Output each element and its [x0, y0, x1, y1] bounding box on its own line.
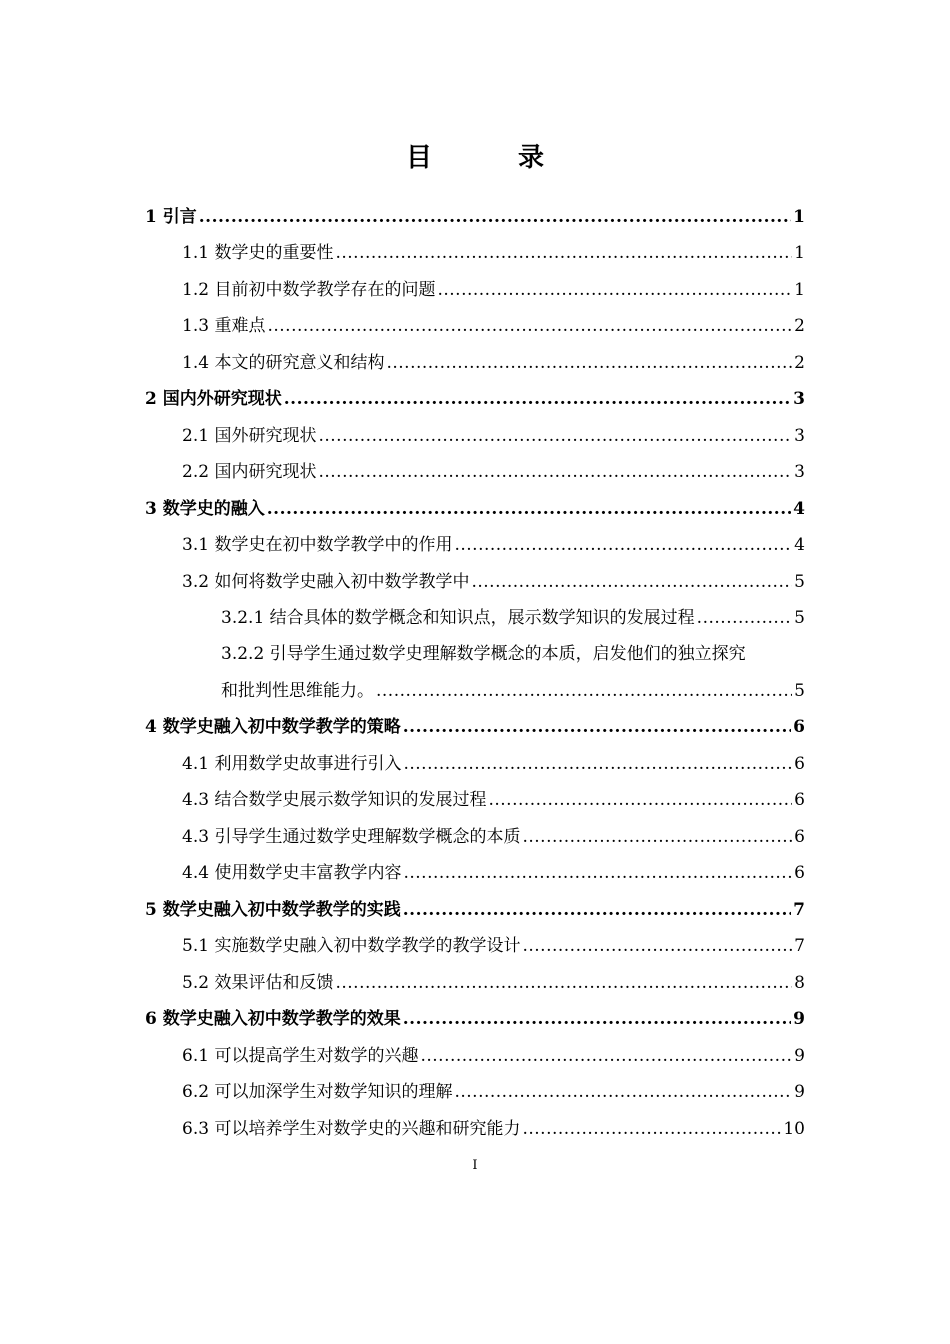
- toc-entry-page: 7: [794, 936, 805, 956]
- toc-entry-label: 6.1 可以提高学生对数学的兴趣: [182, 1046, 419, 1066]
- toc-entry-label: 4.3 引导学生通过数学史理解数学概念的本质: [182, 827, 521, 847]
- toc-entry-label: 2.1 国外研究现状: [182, 426, 317, 446]
- toc-entry[interactable]: [145, 484, 805, 520]
- toc-entry[interactable]: [182, 411, 805, 447]
- toc-entry[interactable]: [145, 192, 805, 228]
- dot-leader: [403, 1008, 791, 1030]
- toc-entry-page: 9: [794, 1082, 805, 1102]
- toc-entry[interactable]: [182, 775, 805, 811]
- dot-leader: [454, 1081, 792, 1103]
- dot-leader: [335, 242, 792, 264]
- toc-entry-page: 3: [794, 462, 805, 482]
- toc-entry-wrapped-line[interactable]: [221, 629, 805, 665]
- dot-leader: [403, 899, 791, 921]
- dot-leader: [697, 607, 793, 629]
- toc-entry-page: 6: [794, 790, 805, 810]
- toc-entry[interactable]: [182, 812, 805, 848]
- toc-entry-label: 3.2 如何将数学史融入初中数学教学中: [182, 572, 470, 592]
- dot-leader: [454, 534, 792, 556]
- toc-entry-label: 1.3 重难点: [182, 316, 266, 336]
- dot-leader: [386, 352, 792, 374]
- dot-leader: [471, 571, 792, 593]
- dot-leader: [420, 1045, 792, 1067]
- dot-leader: [522, 935, 792, 957]
- toc-entry[interactable]: [182, 958, 805, 994]
- toc-entry-page: 4: [794, 535, 805, 555]
- toc-entry[interactable]: [182, 1031, 805, 1067]
- toc-entry[interactable]: [145, 994, 805, 1030]
- dot-leader: [267, 315, 792, 337]
- toc-entry[interactable]: [182, 228, 805, 264]
- dot-leader: [437, 279, 792, 301]
- dot-leader: [199, 206, 791, 228]
- toc-entry-label: 和批判性思维能力。: [221, 681, 374, 701]
- toc-entry-page: 4: [793, 499, 805, 519]
- toc-entry-label: 2.2 国内研究现状: [182, 462, 317, 482]
- toc-entry[interactable]: [182, 557, 805, 593]
- toc-entry-page: 9: [793, 1009, 805, 1029]
- toc-entry-label: 1.2 目前初中数学教学存在的问题: [182, 280, 436, 300]
- toc-entry-page: 1: [793, 207, 805, 227]
- toc-entry-label: 4.1 利用数学史故事进行引入: [182, 754, 402, 774]
- toc-entry-label-line1: 3.2.2 引导学生通过数学史理解数学概念的本质，启发他们的独立探究: [221, 644, 746, 664]
- toc-entry-page: 8: [794, 973, 805, 993]
- page-title: 目 录: [405, 143, 574, 173]
- dot-leader: [267, 498, 791, 520]
- dot-leader: [376, 680, 792, 702]
- toc-entry[interactable]: [182, 1067, 805, 1103]
- toc-entry-label: 4 数学史融入初中数学教学的策略: [145, 717, 401, 737]
- toc-entry-page: 1: [794, 243, 805, 263]
- dot-leader: [335, 972, 792, 994]
- toc-entry-page: 6: [794, 754, 805, 774]
- dot-leader: [403, 716, 791, 738]
- dot-leader: [403, 862, 792, 884]
- toc-entry-page: 5: [794, 572, 805, 592]
- dot-leader: [284, 388, 791, 410]
- dot-leader: [318, 425, 792, 447]
- toc-entry-label: 6 数学史融入初中数学教学的效果: [145, 1009, 401, 1029]
- toc-entry-page: 3: [793, 389, 805, 409]
- toc-entry[interactable]: [182, 301, 805, 337]
- toc-entry-label: 3 数学史的融入: [145, 499, 265, 519]
- toc-entry-page: 3: [794, 426, 805, 446]
- dot-leader: [403, 753, 792, 775]
- toc-entry-label: 2 国内外研究现状: [145, 389, 282, 409]
- toc-entry[interactable]: [182, 739, 805, 775]
- toc-entry-label: 1.4 本文的研究意义和结构: [182, 353, 385, 373]
- toc-entry[interactable]: [145, 374, 805, 410]
- toc-entry[interactable]: [182, 921, 805, 957]
- toc-entry-page: 6: [793, 717, 805, 737]
- toc-entry-page: 9: [794, 1046, 805, 1066]
- dot-leader: [522, 1118, 781, 1140]
- dot-leader: [522, 826, 792, 848]
- toc-entry[interactable]: [182, 447, 805, 483]
- toc-entry-page: 10: [783, 1119, 805, 1139]
- toc-entry-label: 1.1 数学史的重要性: [182, 243, 334, 263]
- toc-entry-page: 6: [794, 863, 805, 883]
- toc-entry[interactable]: [182, 265, 805, 301]
- toc-entry-label: 6.2 可以加深学生对数学知识的理解: [182, 1082, 453, 1102]
- toc-entry[interactable]: [221, 593, 805, 629]
- toc-entry-page: 2: [794, 353, 805, 373]
- toc-entry-label: 5 数学史融入初中数学教学的实践: [145, 900, 401, 920]
- toc-entry-label: 1 引言: [145, 207, 197, 227]
- toc-entry-label: 5.2 效果评估和反馈: [182, 973, 334, 993]
- toc-entry-label: 5.1 实施数学史融入初中数学教学的教学设计: [182, 936, 521, 956]
- toc-entry-label: 4.3 结合数学史展示数学知识的发展过程: [182, 790, 487, 810]
- toc-entry[interactable]: [145, 702, 805, 738]
- toc-entry[interactable]: [182, 338, 805, 374]
- toc-entry-label: 3.1 数学史在初中数学教学中的作用: [182, 535, 453, 555]
- toc-entry[interactable]: [182, 520, 805, 556]
- toc-entry-page: 7: [793, 900, 805, 920]
- page-number: I: [472, 1158, 478, 1173]
- toc-entry[interactable]: [145, 885, 805, 921]
- toc-entry-page: 1: [794, 280, 805, 300]
- dot-leader: [488, 789, 792, 811]
- toc-entry-page: 5: [794, 608, 805, 628]
- toc-entry-label: 4.4 使用数学史丰富教学内容: [182, 863, 402, 883]
- dot-leader: [318, 461, 792, 483]
- toc-entry-page: 6: [794, 827, 805, 847]
- toc-entry[interactable]: [182, 848, 805, 884]
- toc-entry-label: 3.2.1 结合具体的数学概念和知识点，展示数学知识的发展过程: [221, 608, 695, 628]
- toc-entry[interactable]: [182, 1104, 805, 1140]
- toc-entry-page: 2: [794, 316, 805, 336]
- toc-entry-label: 6.3 可以培养学生对数学史的兴趣和研究能力: [182, 1119, 521, 1139]
- toc-entry[interactable]: [221, 666, 805, 702]
- toc-entry-page: 5: [794, 681, 805, 701]
